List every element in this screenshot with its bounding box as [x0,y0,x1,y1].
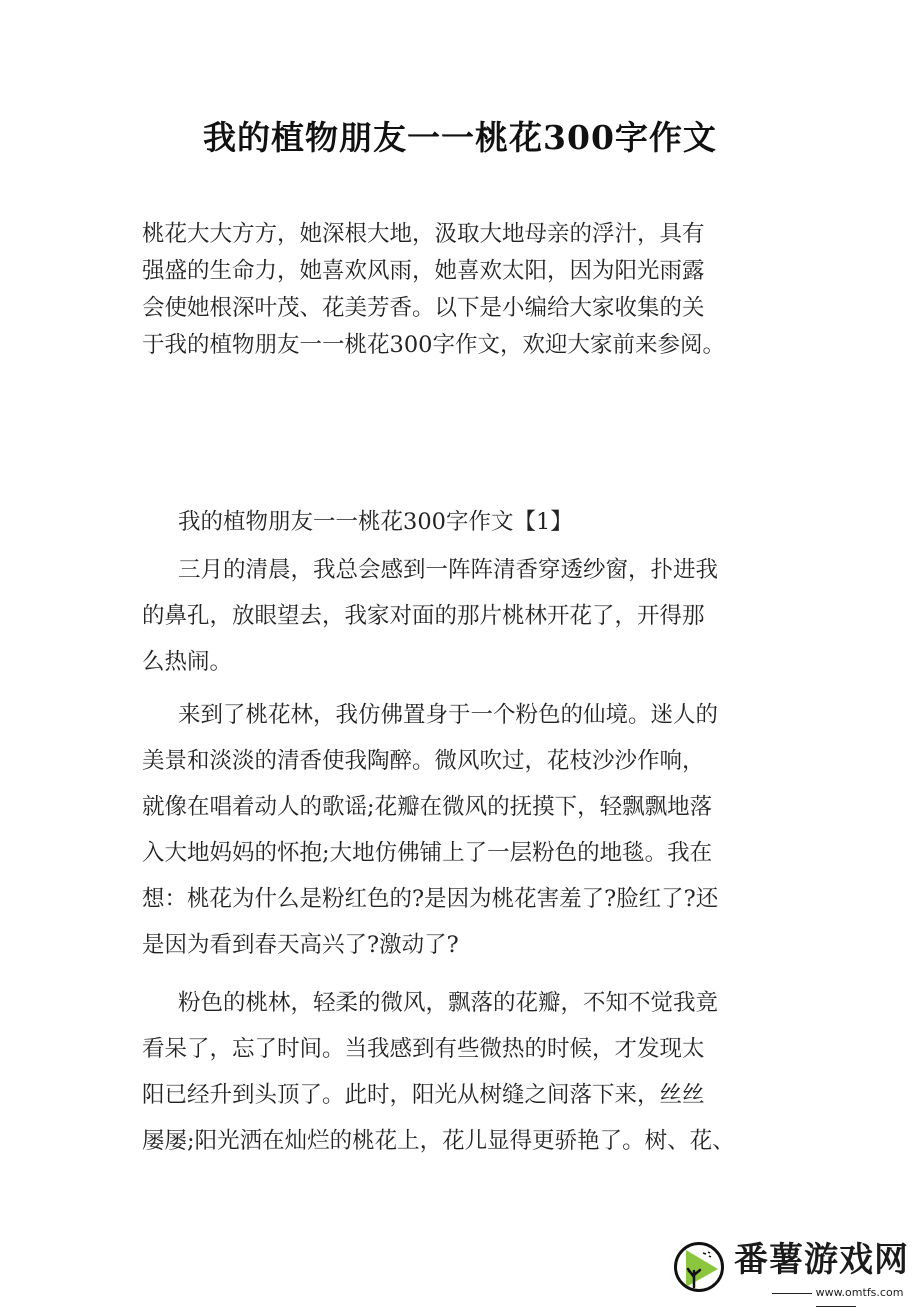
intro-line: 于我的植物朋友一一桃花300字作文，欢迎大家前来参阅。 [142,332,725,358]
paragraph-line: 三月的清晨，我总会感到一阵阵清香穿透纱窗，扑进我 [178,557,719,583]
paragraph-line: 阳已经升到头顶了。此时，阳光从树缝之间落下来，丝丝 [142,1082,705,1108]
paragraph-line: 就像在唱着动人的歌谣;花瓣在微风的抚摸下，轻飘飘地落 [142,794,713,820]
intro-paragraph [142,216,782,363]
paragraph-1 [142,552,782,680]
intro-line: 桃花大大方方，她深根大地，汲取大地母亲的浮汁，具有 [142,221,705,247]
paragraph-line: 的鼻孔，放眼望去，我家对面的那片桃林开花了，开得那 [142,603,705,629]
paragraph-line: 来到了桃花林，我仿佛置身于一个粉色的仙境。迷人的 [178,702,719,728]
play-tree-icon [674,1242,724,1292]
paragraph-line: 么热闹。 [142,649,233,675]
paragraph-3 [142,985,782,1159]
paragraph-line: 粉色的桃林，轻柔的微风，飘落的花瓣，不知不觉我竟 [178,990,719,1016]
paragraph-line: 美景和淡淡的清香使我陶醉。微风吹过，花枝沙沙作响， [142,748,705,774]
intro-line: 会使她根深叶茂、花美芳香。以下是小编给大家收集的关 [142,295,705,321]
section-heading: 我的植物朋友一一桃花300字作文【1】 [178,509,573,535]
paragraph-2 [142,697,782,963]
watermark-url: www.omtfs.com [748,1286,920,1312]
document-title: 我的植物朋友一一桃花300字作文 [203,118,717,157]
watermark-site-name: 番薯游戏网 [734,1240,909,1280]
paragraph-line: 看呆了，忘了时间。当我感到有些微热的时候，才发现太 [142,1036,705,1062]
paragraph-line: 想：桃花为什么是粉红色的?是因为桃花害羞了?脸红了?还 [142,886,719,912]
paragraph-line: 屡屡;阳光洒在灿烂的桃花上，花儿显得更骄艳了。树、花、 [142,1128,735,1154]
watermark-logo [672,1236,920,1302]
paragraph-line: 入大地妈妈的怀抱;大地仿佛铺上了一层粉色的地毯。我在 [142,840,713,866]
paragraph-line: 是因为看到春天高兴了?激动了? [142,932,459,958]
intro-line: 强盛的生命力，她喜欢风雨，她喜欢太阳，因为阳光雨露 [142,258,705,284]
